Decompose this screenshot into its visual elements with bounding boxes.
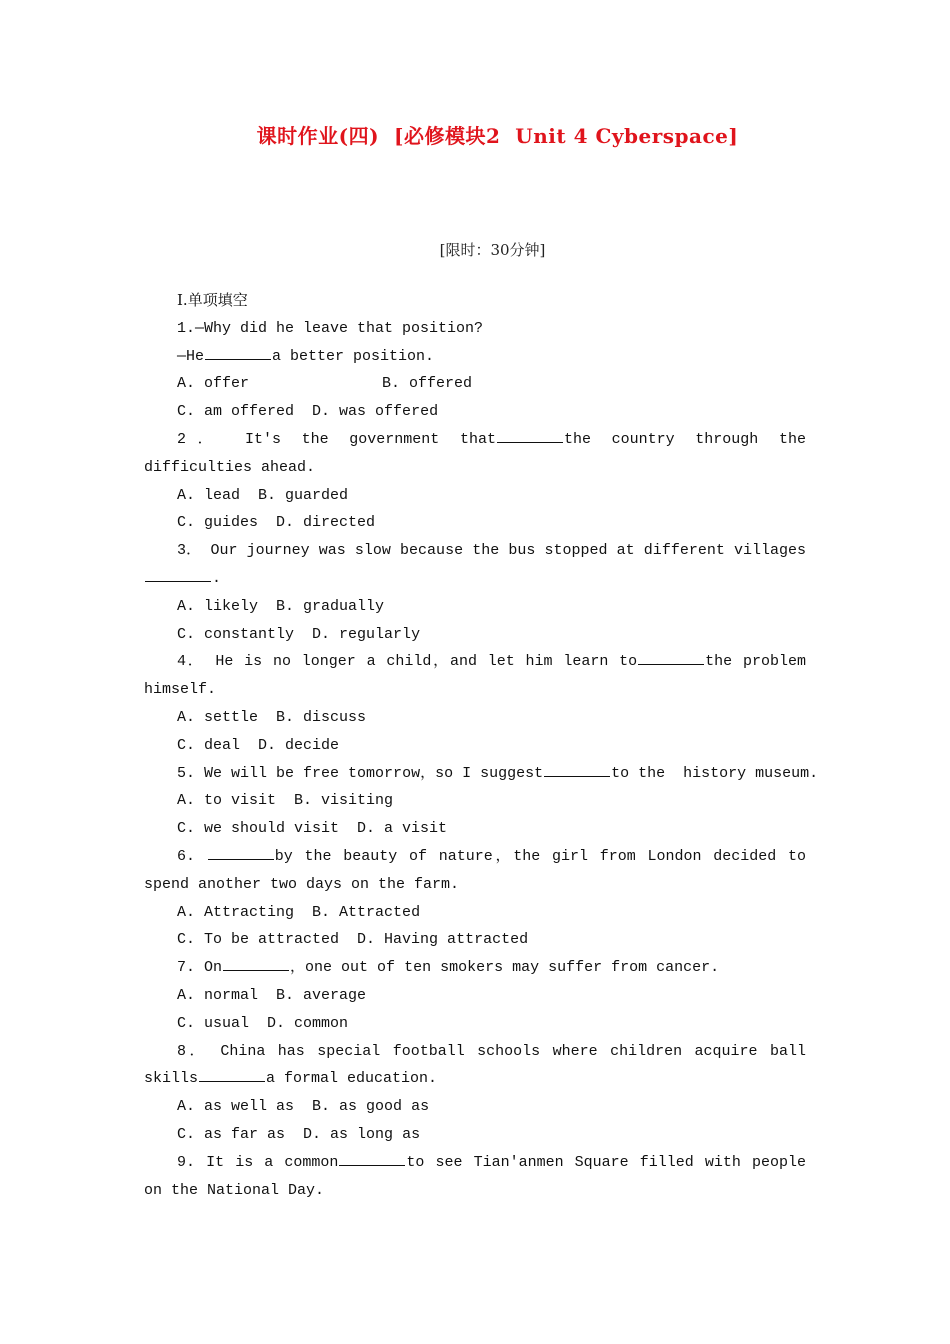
option-d: D. Having attracted: [357, 931, 529, 949]
option-b: B. Attracted: [312, 903, 421, 921]
section-heading: Ⅰ.单项填空: [177, 291, 248, 309]
question-3-stem: 3． Our journey was slow because the bus stopped at different villages.: [144, 537, 806, 593]
option-d: D. common: [267, 1014, 349, 1032]
question-number: 4．: [177, 653, 205, 671]
question-number: 3．: [177, 542, 202, 560]
question-5-options-row-2: [144, 815, 806, 843]
option-b: B. visiting: [294, 792, 394, 810]
question-7-options-row-1: [144, 982, 806, 1010]
option-a: A. settle: [177, 708, 259, 726]
option-a: A. likely: [177, 597, 259, 615]
option-c: C. deal: [177, 736, 241, 754]
question-number: 6.: [177, 847, 196, 865]
option-b: B. average: [276, 986, 367, 1004]
question-number: 9.: [177, 1153, 196, 1171]
option-c: C. constantly: [177, 625, 295, 643]
option-a: A. Attracting: [177, 903, 295, 921]
option-a: A. lead: [177, 486, 241, 504]
answer-blank: [205, 345, 271, 360]
question-number: 8．: [177, 1042, 208, 1060]
question-1-stem-line-2: —He a better position.: [144, 343, 806, 371]
answer-blank: [638, 650, 704, 665]
question-6-options-row-2: [144, 926, 806, 954]
answer-blank: [145, 567, 211, 582]
option-d: D. regularly: [312, 625, 421, 643]
question-6-options-row-1: [144, 899, 806, 927]
question-1-options-row-2: [144, 398, 806, 426]
question-5-stem: 5. We will be free tomorrow，so I suggest to the history museum.: [144, 760, 806, 788]
question-9-stem: 9. It is a common to see Tian'anmen Square filled with people on the National Day.: [144, 1149, 806, 1205]
option-b: B. discuss: [276, 708, 367, 726]
question-8-options-row-1: [144, 1093, 806, 1121]
question-1-options-row-1: [144, 370, 806, 398]
answer-blank: [339, 1151, 405, 1166]
exercise-content: [144, 287, 819, 1204]
question-5-options-row-1: [144, 787, 806, 815]
answer-blank: [497, 428, 563, 443]
page-title: 课时作业(四) [必修模块2 Unit 4 Cyberspace]: [256, 124, 739, 148]
option-d: D. was offered: [312, 403, 439, 421]
answer-blank: [544, 762, 610, 777]
option-d: D. decide: [258, 736, 340, 754]
option-d: D. a visit: [357, 820, 448, 838]
option-b: B. gradually: [276, 597, 385, 615]
question-2-options-row-2: [144, 509, 806, 537]
question-1-stem: 1.—Why did he leave that position?: [177, 319, 484, 337]
option-c: C. To be attracted: [177, 931, 340, 949]
option-d: D. directed: [276, 514, 376, 532]
answer-blank: [223, 956, 289, 971]
question-6-stem: 6. by the beauty of nature，the girl from London decided to spend another two days on the farm.: [144, 843, 806, 899]
option-a: A. to visit: [177, 792, 277, 810]
question-number: 2．: [177, 430, 225, 448]
option-b: B. as good as: [312, 1098, 430, 1116]
option-a: A. offer: [177, 375, 250, 393]
question-2-options-row-1: [144, 482, 806, 510]
option-c: C. as far as: [177, 1125, 286, 1143]
question-4-options-row-2: [144, 732, 806, 760]
answer-blank: [199, 1067, 265, 1082]
option-b: B. offered: [382, 375, 473, 393]
answer-blank: [208, 845, 274, 860]
question-2-stem: 2． It's the government that the country through the difficulties ahead.: [144, 426, 806, 482]
question-number: 1.: [177, 319, 196, 337]
option-c: C. usual: [177, 1014, 250, 1032]
time-limit: [限时：30分钟]: [439, 241, 546, 259]
question-number: 5.: [177, 764, 196, 782]
option-c: C. guides: [177, 514, 259, 532]
question-8-options-row-2: [144, 1121, 806, 1149]
question-3-options-row-1: [144, 593, 806, 621]
question-4-options-row-1: [144, 704, 806, 732]
option-c: C. we should visit: [177, 820, 340, 838]
question-3-options-row-2: [144, 621, 806, 649]
option-c: C. am offered: [177, 403, 295, 421]
question-7-stem: 7. On ，one out of ten smokers may suffer from cancer.: [144, 954, 806, 982]
option-a: A. as well as: [177, 1098, 295, 1116]
option-d: D. as long as: [303, 1125, 421, 1143]
question-7-options-row-2: [144, 1010, 806, 1038]
question-4-stem: 4． He is no longer a child，and let him learn to the problem himself.: [144, 648, 806, 704]
option-a: A. normal: [177, 986, 259, 1004]
question-number: 7.: [177, 959, 196, 977]
option-b: B. guarded: [258, 486, 349, 504]
question-8-stem: 8． China has special football schools where children acquire ball skills a formal education.: [144, 1042, 806, 1088]
